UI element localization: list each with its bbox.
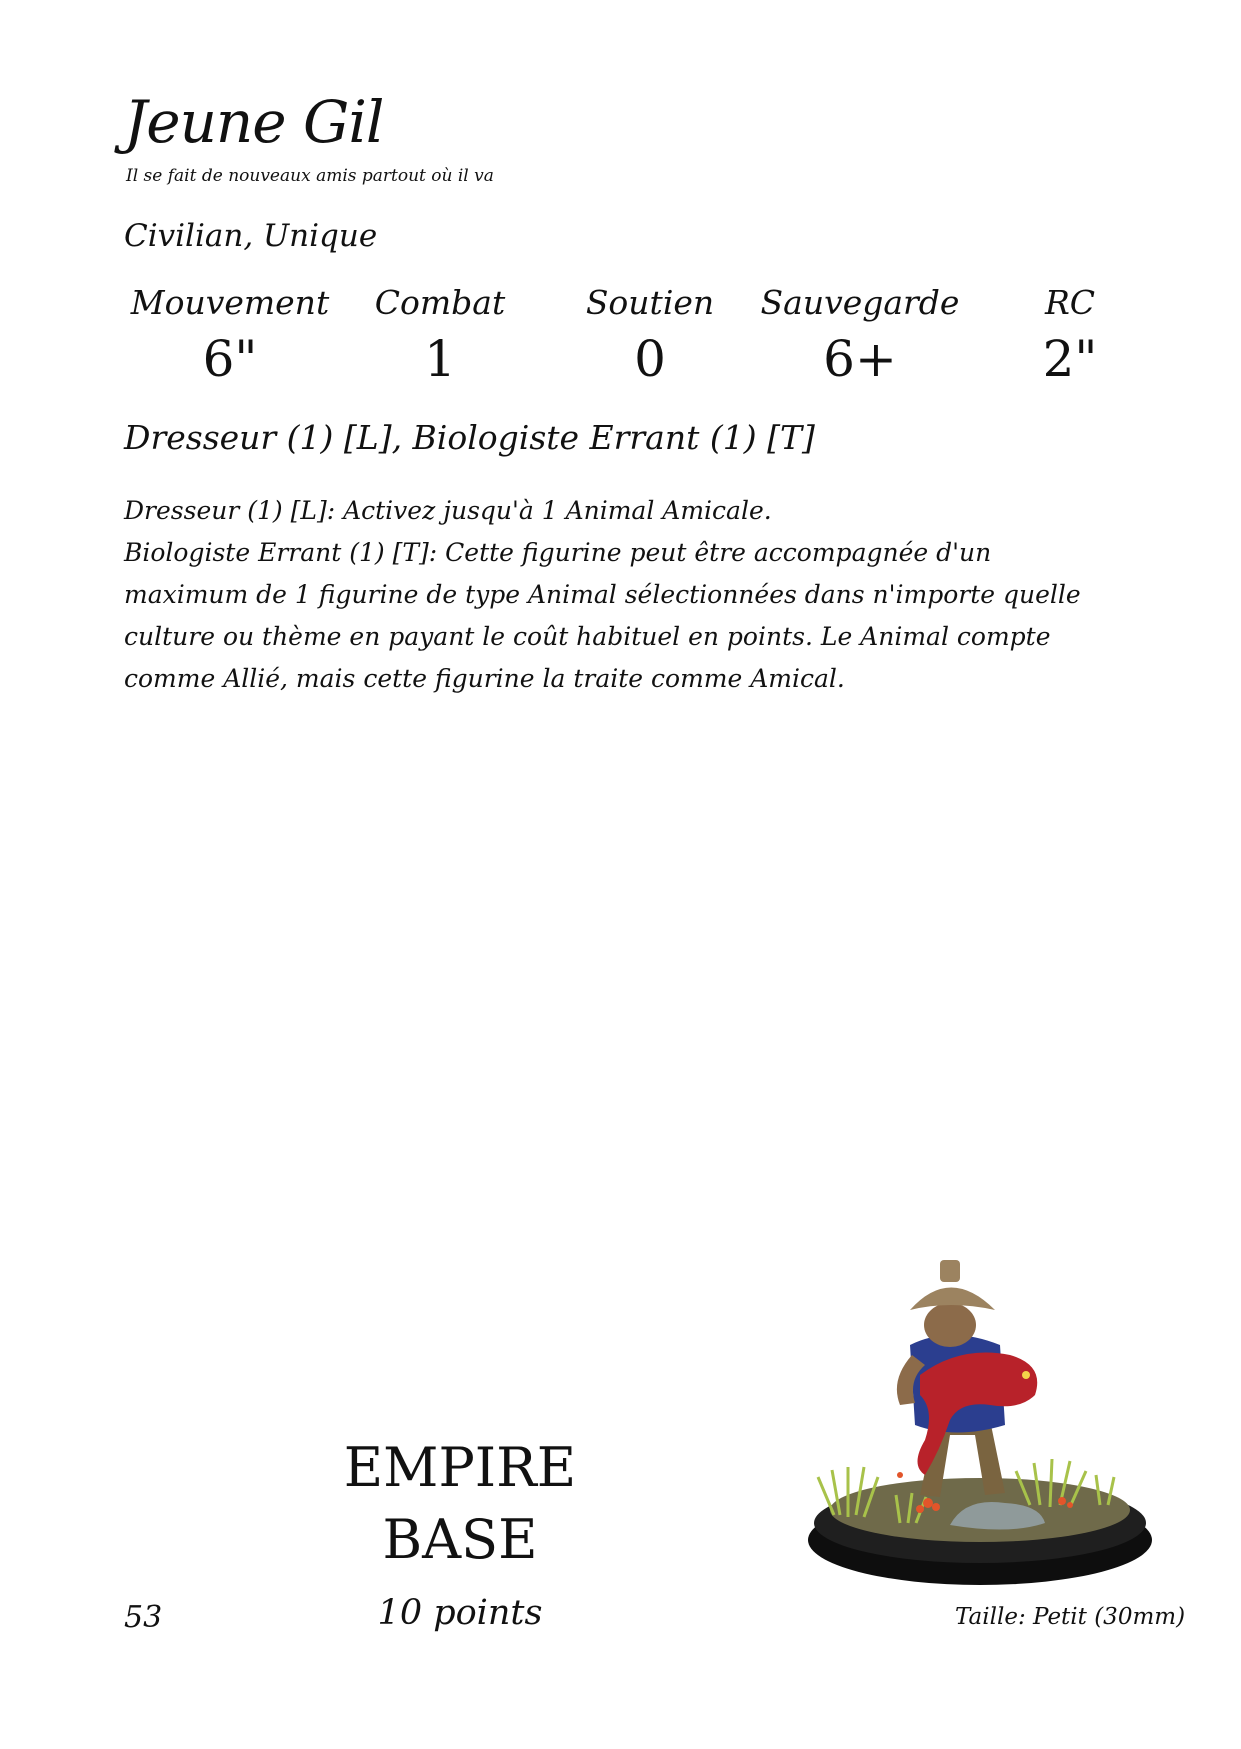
miniature-photo (800, 1205, 1170, 1590)
base-size: Taille: Petit (30mm) (955, 1604, 1186, 1630)
stat-value-mouvement: 6" (202, 330, 258, 388)
figure-head (924, 1303, 976, 1347)
page-number: 53 (124, 1600, 163, 1635)
faction-line-1: EMPIRE (343, 1436, 577, 1499)
character-keywords: Civilian, Unique (124, 218, 378, 254)
salamander-eye (1022, 1371, 1030, 1379)
stat-label-soutien: Soutien (585, 283, 715, 322)
character-tagline: Il se fait de nouveaux amis partout où il va (126, 166, 494, 186)
trait-dresseur: Dresseur (1) [L]: Activez jusqu'à 1 Animal Amicale. (124, 496, 772, 525)
stat-value-sauvegarde: 6+ (823, 330, 897, 388)
stat-value-soutien: 0 (634, 330, 666, 388)
stat-label-rc: RC (1044, 283, 1096, 322)
traits-summary: Dresseur (1) [L], Biologiste Errant (1) [T] (124, 418, 815, 457)
faction-label (330, 1432, 590, 1576)
faction-line-2: BASE (382, 1508, 538, 1571)
stat-value-combat: 1 (424, 330, 456, 388)
trait-biologiste-errant: Biologiste Errant (1) [T]: Cette figurine peut être accompagnée d'un maximum de 1 figurine de type Animal sélectionnées dans n'importe quelle culture ou thème en payant le coût habituel en points. Le Animal compte comme Allié, mais cette figurine la traite comme Amical. (124, 538, 1081, 693)
points-cost: 10 points (377, 1593, 543, 1633)
traits-description (124, 490, 1104, 700)
hat-topknot (940, 1260, 960, 1282)
stat-label-mouvement: Mouvement (130, 283, 330, 322)
stat-label-sauvegarde: Sauvegarde (760, 283, 960, 322)
stat-label-combat: Combat (374, 283, 506, 322)
stat-value-rc: 2" (1042, 330, 1098, 388)
character-name: Jeune Gil (124, 88, 384, 156)
